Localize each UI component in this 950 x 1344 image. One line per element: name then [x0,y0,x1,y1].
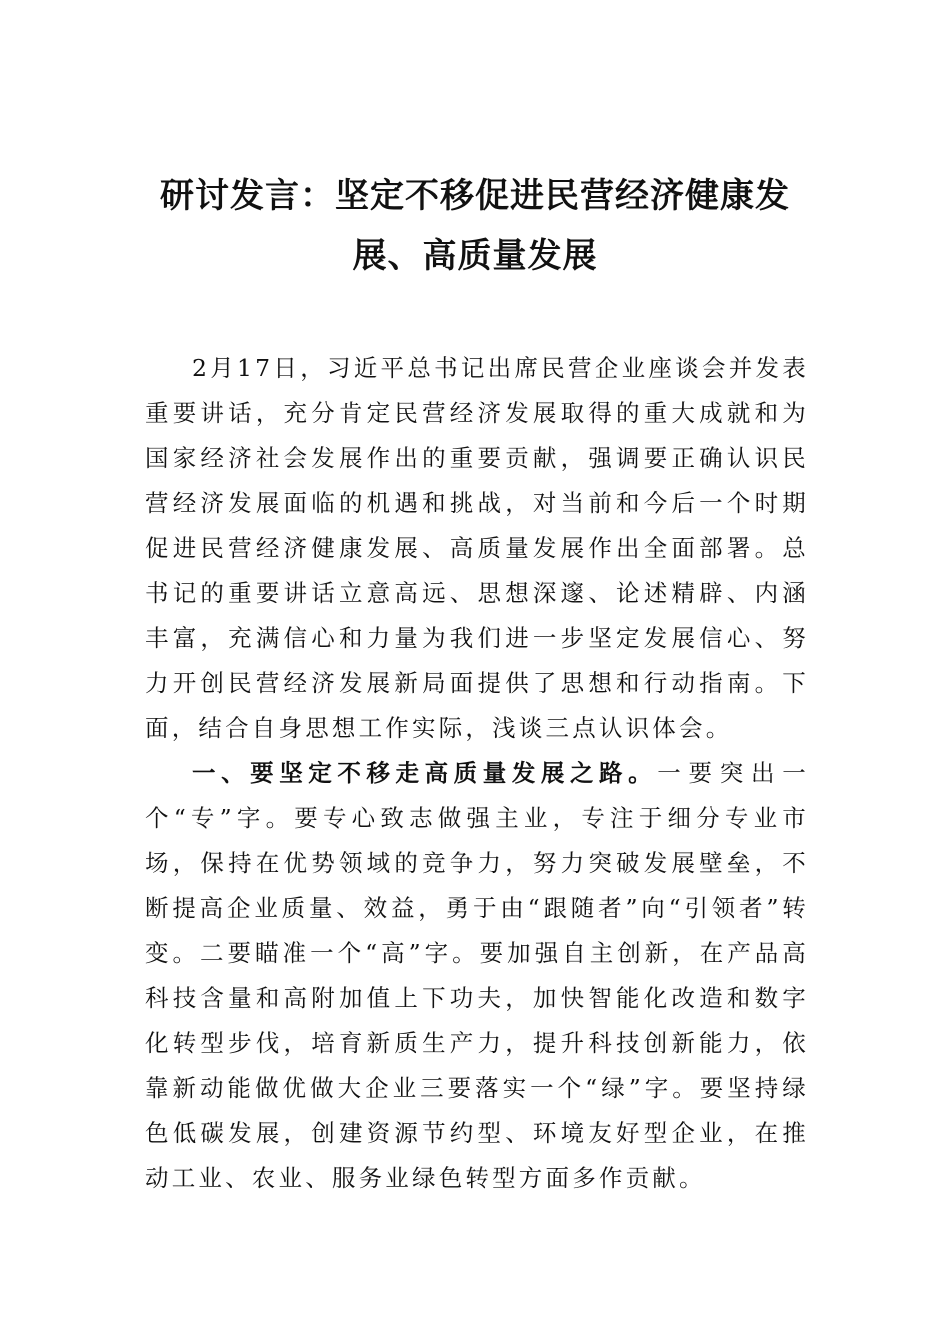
intro-paragraph-text: 2月17日，习近平总书记出席民营企业座谈会并发表重要讲话，充分肯定民营经济发展取得的重大成就和为国家经济社会发展作出的重要贡献，强调要正确认识民营经济发展面临的机遇和挑战，对当前和今后一个时期促进民营经济健康发展、高质量发展作出全面部署。总书记的重要讲话立意高远、思想深邃、论述精辟、内涵丰富，充满信心和力量为我们进一步坚定发展信心、努力开创民营经济发展新局面提供了思想和行动指南。下面，结合自身思想工作实际，浅谈三点认识体会。 [145,354,809,742]
section-one-text: 一要突出一个“专”字。要专心致志做强主业，专注于细分专业市场，保持在优势领域的竞争力，努力突破发展壁垒，不断提高企业质量、效益，勇于由“跟随者”向“引领者”转变。二要瞄准一个“高”字。要加强自主创新，在产品高科技含量和高附加值上下功夫，加快智能化改造和数字化转型步伐，培育新质生产力，提升科技创新能力，依靠新动能做优做大企业三要落实一个“绿”字。要坚持绿色低碳发展，创建资源节约型、环境友好型企业，在推动工业、农业、服务业绿色转型方面多作贡献。 [145,759,810,1192]
title-line-2: 展、高质量发展 [352,236,598,276]
document-title [140,166,810,286]
document-body [145,346,809,1201]
section-one-heading: 一、要坚定不移走高质量发展之路。 [192,759,658,787]
section-one-paragraph [145,751,809,1201]
title-line-1: 研讨发言：坚定不移促进民营经济健康发 [160,176,790,216]
intro-paragraph [145,346,809,751]
